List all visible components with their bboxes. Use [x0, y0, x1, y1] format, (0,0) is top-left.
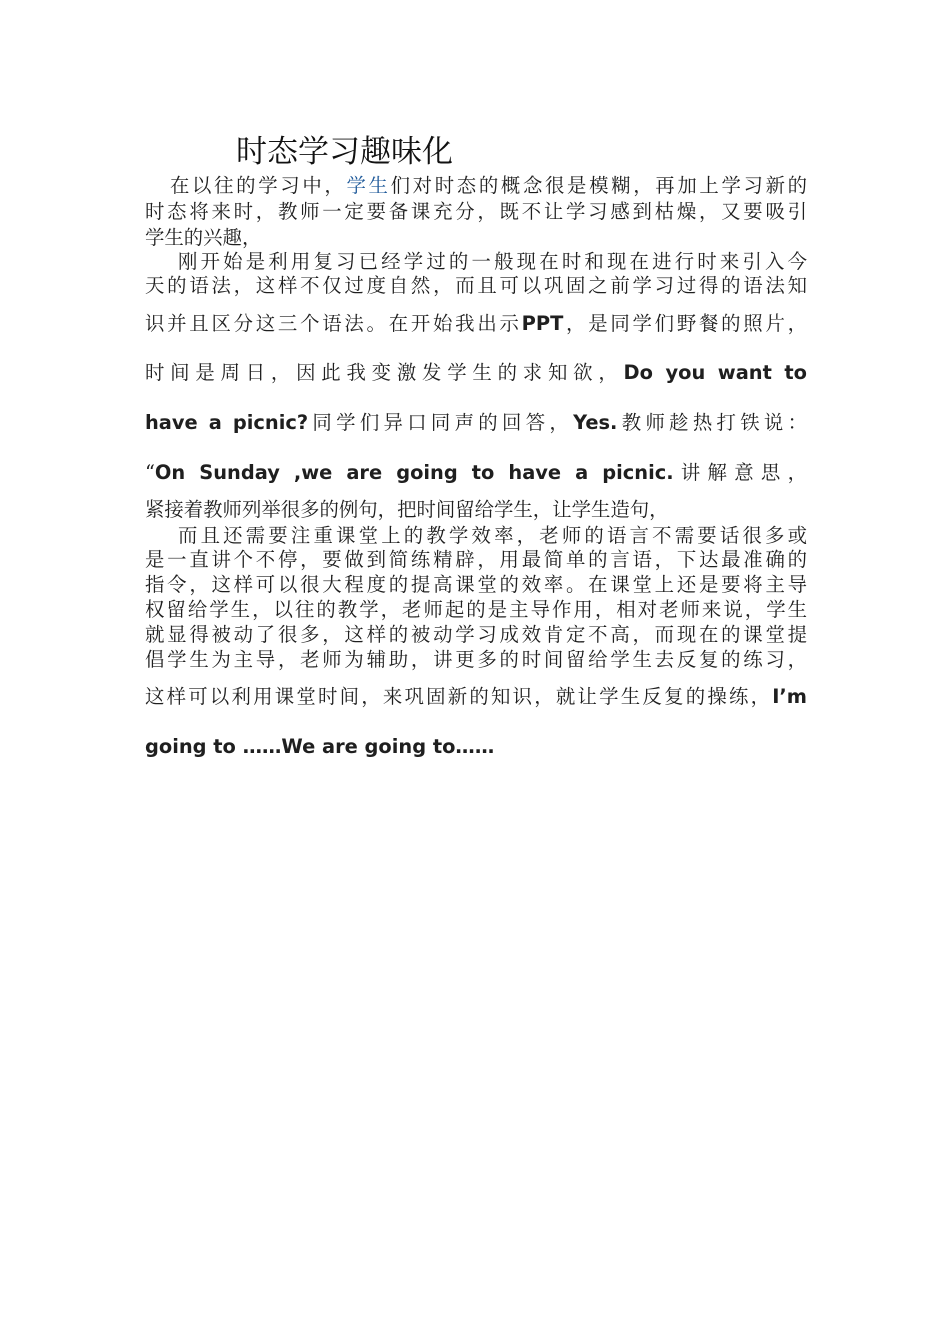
paragraph-line — [145, 312, 807, 336]
paragraph-line: 学生的兴趣， — [145, 226, 262, 249]
english-text: Do you want to — [623, 361, 807, 384]
paragraph-line: 紧接着教师列举很多的例句，把时间留给学生，让学生造句， — [145, 498, 669, 521]
paragraph-line — [145, 411, 807, 435]
english-text: On Sunday ,we are going to have a picnic. — [154, 461, 674, 484]
paragraph-line: 权留给学生，以往的教学，老师起的是主导作用，相对老师来说，学生 — [145, 598, 807, 621]
paragraph-line — [145, 174, 807, 198]
text-run: 时间是周日，因此我变激发学生的求知欲， — [145, 361, 624, 384]
english-text: have a picnic? — [145, 411, 309, 434]
paragraph-line — [145, 361, 807, 385]
text-run: 教师趁热打铁说： — [617, 411, 808, 434]
english-text: Yes. — [573, 411, 618, 434]
text-run: 同学们异口同声的回答， — [308, 411, 574, 434]
paragraph-line: 天的语法，这样不仅过度自然，而且可以巩固之前学习过得的语法知 — [145, 274, 807, 297]
paragraph-line: 时态将来时，教师一定要备课充分，既不让学习感到枯燥，又要吸引 — [145, 200, 807, 223]
document-title: 时态学习趣味化 — [236, 134, 453, 170]
paragraph-line: 就显得被动了很多，这样的被动学习成效肯定不高，而现在的课堂提 — [145, 623, 807, 646]
paragraph-line: 指令，这样可以很大程度的提高课堂的效率。在课堂上还是要将主导 — [145, 573, 807, 596]
paragraph-line: going to ……We are going to…… — [145, 735, 495, 758]
paragraph-line: 是一直讲个不停，要做到简练精辟，用最简单的言语，下达最准确的 — [145, 548, 807, 571]
text-run: ，是同学们野餐的照片， — [563, 312, 808, 335]
paragraph-line: 倡学生为主导，老师为辅助，讲更多的时间留给学生去反复的练习， — [145, 648, 807, 671]
english-text: I’m — [772, 685, 807, 708]
paragraph-line: 而且还需要注重课堂上的教学效率，老师的语言不需要话很多或 — [178, 524, 807, 547]
text-run: “ — [145, 461, 155, 484]
text-run: 在以往的学习中， — [170, 174, 347, 197]
paragraph-line — [145, 461, 807, 485]
text-run: 识并且区分这三个语法。在开始我出示 — [145, 312, 522, 335]
text-run: 们对时态的概念很是模糊，再加上学习新的 — [390, 174, 808, 197]
text-run: 这样可以利用课堂时间，来巩固新的知识，就让学生反复的操练， — [145, 685, 773, 708]
english-text: PPT — [521, 312, 564, 335]
hyperlink-text[interactable]: 学生 — [346, 174, 391, 197]
paragraph-line: 刚开始是利用复习已经学过的一般现在时和现在进行时来引入今 — [178, 250, 807, 273]
text-run: 讲解意思， — [673, 461, 807, 484]
paragraph-line — [145, 685, 807, 709]
